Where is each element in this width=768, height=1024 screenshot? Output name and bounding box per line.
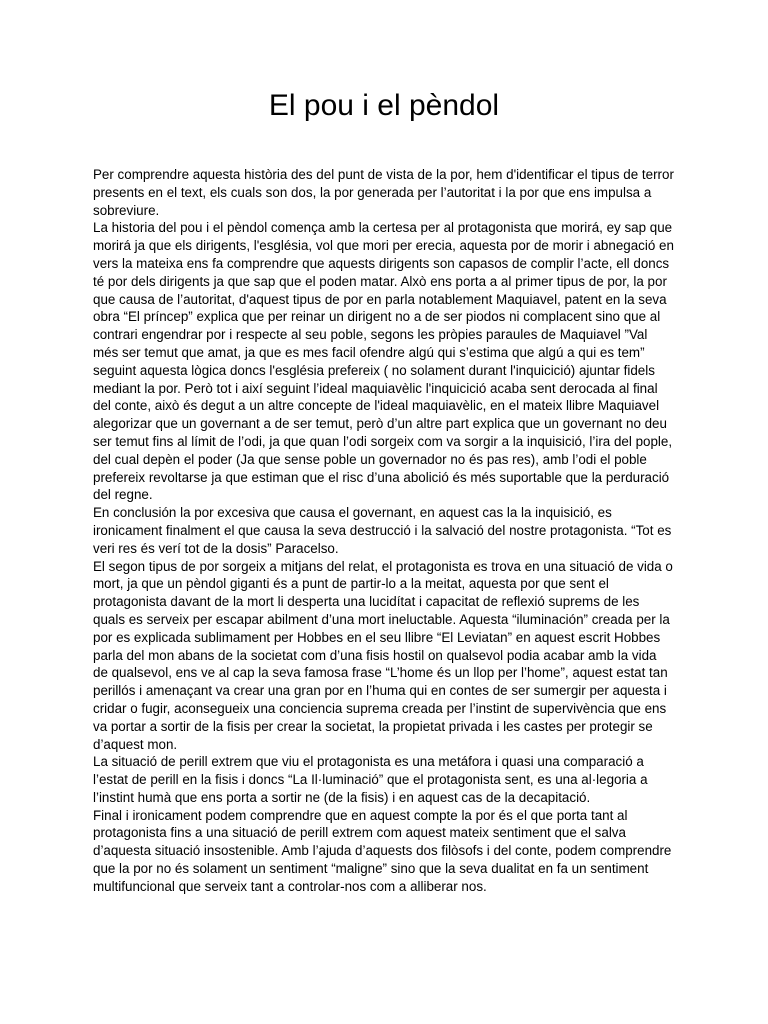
paragraph: La situació de perill extrem que viu el protagonista es una metáfora i quasi una comparació a l’estat de perill en la fisis i doncs “La Il·luminació” que el protagonista sent, es una al·legoria a l’instint humà que ens porta a sortir ne (de la fisis) i en aquest cas de la decapitació. <box>93 754 648 805</box>
document-title: El pou i el pèndol <box>268 89 500 122</box>
paragraph: La historia del pou i el pèndol comença amb la certesa per al protagonista que morirá, ey sap que morirá ja que els dirigents, l'església, vol que mori per erecia, aquesta por de morir i abnegació en vers la mateixa ens fa comprendre que aquests dirigents son capasos de complir l’acte, ell doncs té por dels dirigents ja que sap que el poden matar. Alxò ens porta a al primer tipus de por, la por que causa de l’autoritat, d'aquest tipus de por en parla notablement Maquiavel, patent en la seva obra “El príncep” explica que per reinar un dirigent no a de ser piodos ni complacent sino que al contrari engendrar por i respecte al seu poble, segons les pròpies paraules de Maquiavel ”Val més ser temut que amat, ja que es mes facil ofendre algú qui s’estima que algú a qui es tem” seguint aquesta lògica doncs l'església prefereix ( no solament durant l'inquicició) ajuntar fidels mediant la por. Però tot i així seguint l’ideal maquiavèlic l'inquicició acaba sent derocada al final del conte, això és degut a un altre concepte de l'ideal maquiavèlic, en el mateix llibre Maquiavel alegorizar que un governant a de ser temut, però d’un altre part explica que un governant no deu ser temut fins al límit de l’odi, ja que quan l’odi sorgeix com va sorgir a la inquisició, l’ira del pople, del cual depèn el poder (Ja que sense poble un governador no és pas res), amb l’odi el poble prefereix revoltarse ja que estiman que el risc d’una abolició és més suportable que la perduració del regne. <box>93 220 674 503</box>
paragraph: Per comprendre aquesta història des del punt de vista de la por, hem d'identificar el tipus de terror presents en el text, els cuals son dos, la por generada per l’autoritat i la por que ens impulsa a sobreviure. <box>93 167 674 218</box>
paragraph: En conclusión la por excesiva que causa el governant, en aquest cas la la inquisició, es ironicament finalment el que causa la seva destrucció i la salvació del nostre protagonista. “Tot es veri res és verí tot de la dosis” Paracelso. <box>93 505 672 556</box>
paragraph: Final i ironicament podem comprendre que en aquest compte la por és el que porta tant al protagonista fins a una situació de perill extrem com aquest mateix sentiment que el salva d’aquesta situació insostenible. Amb l’ajuda d’aquests dos filòsofs i del conte, podem comprendre que la por no és solament un sentiment “maligne” sino que la seva dualitat en fa un sentiment multifuncional que serveix tant a controlar-nos com a alliberar nos. <box>93 807 672 894</box>
paragraph: El segon tipus de por sorgeix a mitjans del relat, el protagonista es trova en una situació de vida o mort, ja que un pèndol giganti és a punt de partir-lo a la meitat, aquesta por que sent el protagonista davant de la mort li desperta una lucidítat i capacitat de reflexió suprems de les quals es serveix per escapar abilment d’una mort ineluctable. Aquesta “iluminación” creada per la por es explicada sublimament per Hobbes en el seu llibre “El Leviatan” en aquest escrit Hobbes parla del mon abans de la societat com d’una fisis hostil on qualsevol podia acabar amb la vida de qualsevol, ens ve al cap la seva famosa frase “L’home és un llop per l’home”, aquest estat tan perillós i amenaçant va crear una gran por en l’huma qui en contes de ser sumergir per aquesta i cridar o fugir, aconsegueix una conciencia suprema creada per l’instint de supervivència que ens va portar a sortir de la fisis per crear la societat, la propietat privada i les castes per protegir se d’aquest mon. <box>93 558 673 752</box>
document-body <box>93 166 675 896</box>
